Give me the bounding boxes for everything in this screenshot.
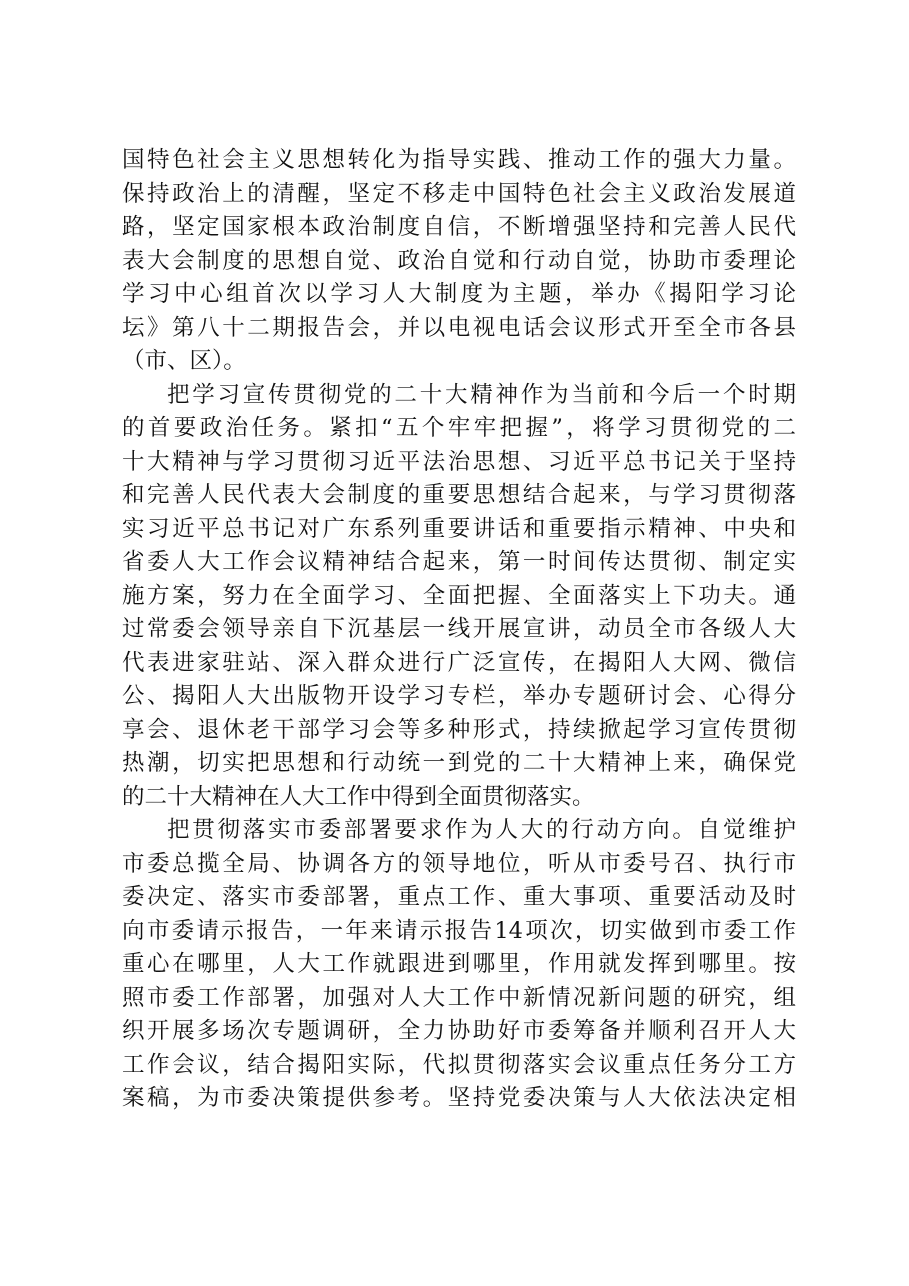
paragraph-2 [122,379,796,815]
text-line: 代表进家驻站、深入群众进行广泛宣传，在揭阳人大网、微信 [122,649,796,676]
text-line: 国特色社会主义思想转化为指导实践、推动工作的强大力量。 [122,147,796,173]
text-line: 市委总揽全局、协调各方的领导地位，听从市委号召、执行市 [122,850,796,877]
text-line: 委决定、落实市委部署，重点工作、重大事项、重要活动及时 [122,884,796,910]
paragraph-3 [122,814,796,1116]
text-line: 的首要政治任务。紧扣“五个牢牢把握”，将学习贯彻党的二 [122,415,796,441]
document-body [122,144,796,1116]
text-line: 十大精神与学习贯彻习近平法治思想、习近平总书记关于坚持 [122,448,796,475]
text-line: 过常委会领导亲自下沉基层一线开展宣讲，动员全市各级人大 [122,616,796,642]
text-line: 把学习宣传贯彻党的二十大精神作为当前和今后一个时期 [167,381,796,408]
text-line: 施方案，努力在全面学习、全面把握、全面落实上下功夫。通 [122,582,796,609]
text-line: 省委人大工作会议精神结合起来，第一时间传达贯彻、制定实 [122,549,796,575]
text-line: 和完善人民代表大会制度的重要思想结合起来，与学习贯彻落 [122,482,796,508]
text-line: 表大会制度的思想自觉、政治自觉和行动自觉，协助市委理论 [122,247,796,274]
text-line: 织开展多场次专题调研，全力协助好市委筹备并顺利召开人大 [122,1018,796,1044]
text-line: 保持政治上的清醒，坚定不移走中国特色社会主义政治发展道 [122,180,796,207]
paragraph-1 [122,144,796,379]
text-line: 享会、退休老干部学习会等多种形式，持续掀起学习宣传贯彻 [122,716,796,743]
text-line: （市、区）。 [122,348,246,374]
text-line: 照市委工作部署，加强对人大工作中新情况新问题的研究，组 [122,984,796,1011]
text-line: 案稿，为市委决策提供参考。坚持党委决策与人大依法决定相 [122,1085,796,1111]
text-line: 坛》第八十二期报告会，并以电视电话会议形式开至全市各县 [122,314,796,341]
text-line: 学习中心组首次以学习人大制度为主题，举办《揭阳学习论 [122,281,796,307]
text-line: 热潮，切实把思想和行动统一到党的二十大精神上来，确保党 [122,750,796,776]
text-line: 工作会议，结合揭阳实际，代拟贯彻落实会议重点任务分工方 [122,1051,796,1078]
text-line: 的二十大精神在人大工作中得到全面贯彻落实。 [122,783,595,810]
text-line: 把贯彻落实市委部署要求作为人大的行动方向。自觉维护 [167,817,796,843]
text-line: 实习近平总书记对广东系列重要讲话和重要指示精神、中央和 [122,515,796,542]
text-line: 公、揭阳人大出版物开设学习专栏，举办专题研讨会、心得分 [122,683,796,709]
text-line: 路，坚定国家根本政治制度自信，不断增强坚持和完善人民代 [122,214,796,240]
text-line: 重心在哪里，人大工作就跟进到哪里，作用就发挥到哪里。按 [122,951,796,977]
text-line: 向市委请示报告，一年来请示报告14项次，切实做到市委工作 [122,917,796,944]
